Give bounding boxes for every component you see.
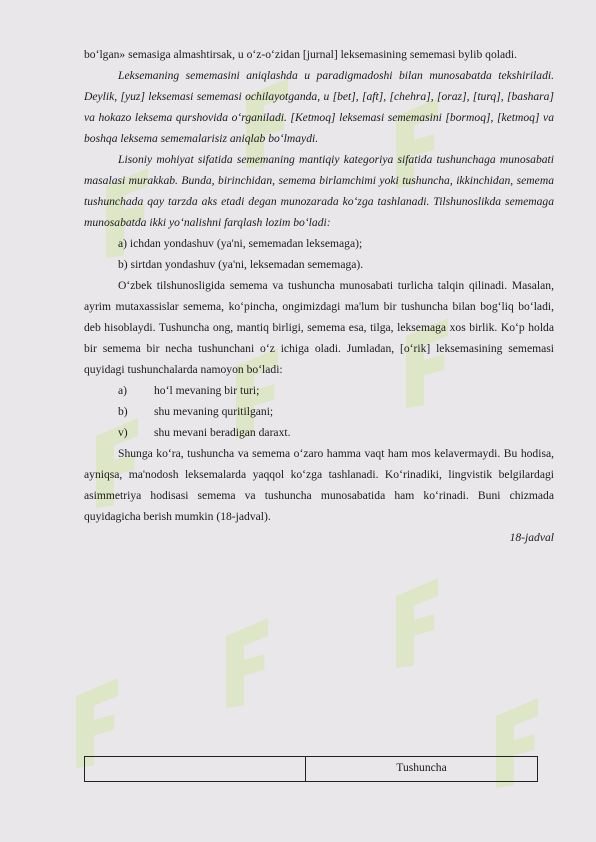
table-caption: 18-jadval	[509, 531, 554, 544]
paragraph: O‘zbek tilshunosligida semema va tushuncha munosabati turlicha talqin qilinadi. Masalan, ayrim mutaxassislar semema, ko‘pincha, ongimizdagi ma'lum bir tushuncha bilan bog‘liq bo‘ladi, deb hisoblaydi. Tushuncha ong, mantiq birligi, semema esa, tilga, leksemaga xos birlik. Ko‘p holda bir semema bir necha tushunchani o‘z ichiga oladi. Jumladan, [o‘rik] leksemasining sememasi quyidagi tushunchalarda namoyon bo‘ladi:	[84, 279, 554, 376]
table-header-row	[84, 756, 538, 782]
paragraph-italic: Lisoniy mohiyat sifatida sememaning mantiqiy kategoriya sifatida tushunchaga munosabati masalasi murakkab. Bunda, birinchidan, semema birlamchimi yoki tushuncha, ikkinchidan, semema tushunchada qay tarzda aks etadi degan munozarada ko‘zga tashlanadi. Tilshunoslikda sememaga munosabatda ikki yo‘nalishni farqlash lozim bo‘ladi:	[84, 153, 554, 229]
list-marker: a)	[118, 384, 128, 397]
list-marker: b)	[118, 405, 128, 418]
paragraph-italic: Leksemaning sememasini aniqlashda u paradigmadoshi bilan munosabatda tekshiriladi. Deylik, [yuz] leksemasi sememasi ochilayotganda, u [bet], [aft], [chehra], [oraz], [turq], [bashara] va hokazo leksema qurshovida o‘rganiladi. [Ketmoq] leksemasi sememasini [bormoq], [ketmoq] va boshqa leksema sememalarisiz aniqlab bo‘lmaydi.	[84, 69, 554, 145]
list-text: shu mevaning quritilgani;	[154, 405, 274, 418]
approach-item-a: a) ichdan yondashuv (ya'ni, sememadan leksemaga);	[118, 237, 363, 250]
body-text	[84, 44, 554, 548]
paragraph: Shunga ko‘ra, tushuncha va semema o‘zaro hamma vaqt ham mos kelavermaydi. Bu hodisa, ayniqsa, ma'nodosh leksemalarda yaqqol ko‘zga tashlanadi. Ko‘rinadiki, lingvistik belgilardagi asimmetriya hodisasi semema va tushuncha munosabatida ham ko‘rinadi. Buni chizmada quyidagicha berish mumkin (18-jadval).	[84, 447, 554, 523]
watermark-icon	[190, 600, 310, 720]
watermark-icon	[360, 560, 480, 680]
paragraph: bo‘lgan» semasiga almashtirsak, u o‘z-o‘zidan [jurnal] leksemasining sememasi bylib qoladi.	[84, 48, 518, 61]
watermark-icon	[460, 680, 580, 800]
approach-item-b: b) sirtdan yondashuv (ya'ni, leksemadan sememaga).	[118, 258, 364, 271]
list-marker: v)	[118, 426, 128, 439]
list-item	[84, 422, 554, 443]
list-text: shu mevani beradigan daraxt.	[154, 426, 291, 439]
list-item	[84, 380, 554, 401]
table-cell-tushuncha: Tushuncha	[396, 761, 447, 774]
list-item	[84, 401, 554, 422]
list-text: ho‘l mevaning bir turi;	[154, 384, 260, 397]
table-cell-empty	[85, 757, 306, 781]
